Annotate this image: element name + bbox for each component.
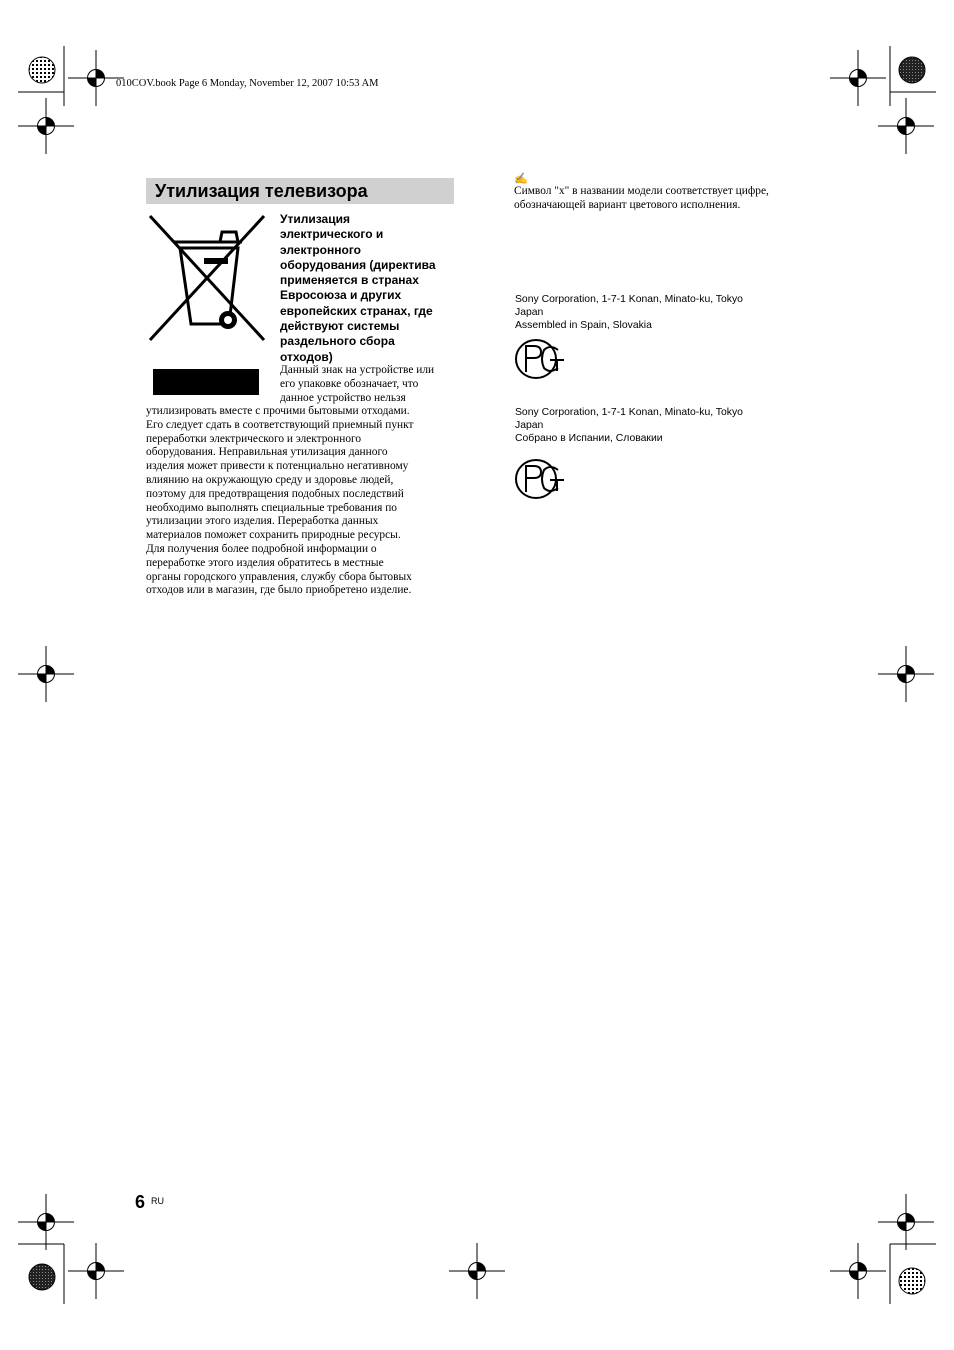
heading-line: применяется в странах <box>280 273 419 288</box>
body-line: материалов поможет сохранить природные ресурсы. <box>146 529 401 542</box>
crossed-out-wheelie-bin-icon <box>146 212 268 344</box>
heading-line: европейских странах, где <box>280 303 433 318</box>
heading-line: отходов) <box>280 349 333 364</box>
body-line: его упаковке обозначает, что <box>280 377 419 390</box>
body-line: переработки электрического и электронного <box>146 432 362 445</box>
body-line: необходимо выполнять специальные требования по <box>146 501 397 514</box>
body-line: изделия может привести к потенциально негативному <box>146 460 409 473</box>
heading-line: действуют системы <box>280 319 400 334</box>
disposal-body-text <box>146 405 458 598</box>
manufacturer-address-ru <box>515 407 743 445</box>
body-line: влиянию на окружающую среду и здоровье людей, <box>146 473 394 486</box>
address-line: Sony Corporation, 1-7-1 Konan, Minato-ku, Tokyo <box>515 294 743 305</box>
address-line: Assembled in Spain, Slovakia <box>515 319 652 331</box>
disposal-date-bar <box>153 369 259 395</box>
manufacturer-address-en <box>515 294 743 332</box>
section-title: Утилизация телевизора <box>146 178 454 204</box>
gost-r-certification-icon <box>514 338 566 380</box>
model-note <box>514 185 769 213</box>
disposal-intro-text <box>280 364 456 405</box>
heading-line: электронного <box>280 242 362 257</box>
note-line: обозначающей вариант цветового исполнения. <box>514 198 741 211</box>
print-header: 010COV.book Page 6 Monday, November 12, 2007 10:53 AM <box>116 78 379 89</box>
note-line: Символ "x" в названии модели соответствует цифре, <box>514 185 769 197</box>
address-line: Sony Corporation, 1-7-1 Konan, Minato-ku, Tokyo <box>515 407 743 418</box>
body-line: оборудования. Неправильная утилизация данного <box>146 446 388 459</box>
address-line: Собрано в Испании, Словакии <box>515 432 663 444</box>
body-line: отходов или в магазин, где было приобретено изделие. <box>146 584 412 597</box>
page-language-code: RU <box>151 1196 164 1206</box>
page-number: 6 <box>135 1192 146 1212</box>
address-line: Japan <box>515 306 544 318</box>
body-line: Для получения более подробной информации о <box>146 542 377 555</box>
body-line: Данный знак на устройстве или <box>280 364 435 376</box>
body-line: поэтому для предотвращения подобных последствий <box>146 487 404 500</box>
body-line: утилизации этого изделия. Переработка данных <box>146 515 379 528</box>
body-line: данное устройство нельзя <box>280 391 406 404</box>
body-line: органы городского управления, службу сбора бытовых <box>146 570 412 583</box>
heading-line: электрического и <box>280 227 384 242</box>
heading-line: Утилизация <box>280 212 350 226</box>
heading-line: Евросоюза и других <box>280 288 402 303</box>
address-line: Japan <box>515 419 544 431</box>
heading-line: оборудования (директива <box>280 257 436 272</box>
heading-line: раздельного сбора <box>280 334 395 349</box>
note-pencil-icon: ✍ <box>514 173 528 185</box>
gost-r-certification-icon <box>514 458 566 500</box>
body-line: Его следует сдать в соответствующий приемный пункт <box>146 418 414 431</box>
disposal-heading <box>280 212 456 365</box>
body-line: утилизировать вместе с прочими бытовыми отходами. <box>146 405 410 417</box>
body-line: переработке этого изделия обратитесь в местные <box>146 556 384 569</box>
